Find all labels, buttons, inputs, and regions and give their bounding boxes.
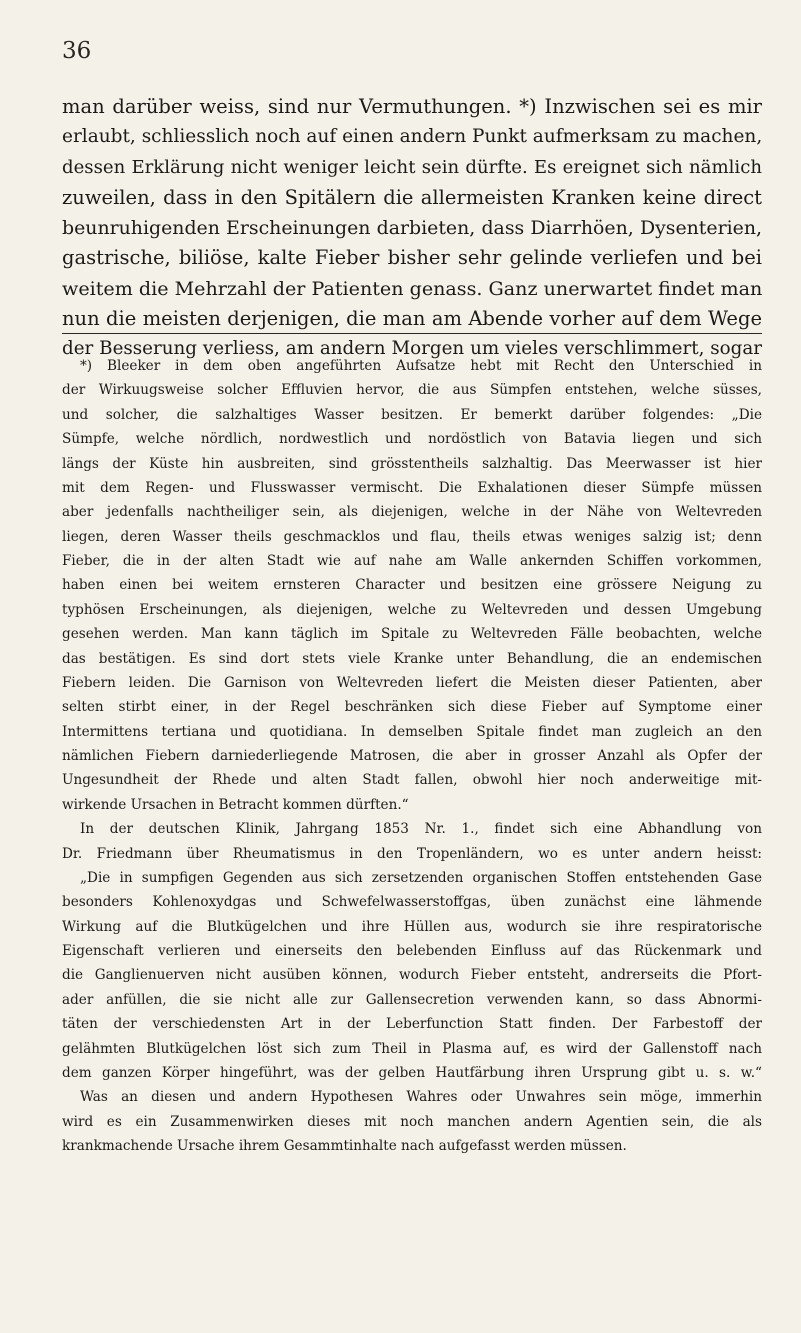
main-text	[62, 92, 762, 365]
footnote-line: typhösen Erscheinungen, als diejenigen, welche zu Weltevreden und dessen Umgebung	[62, 601, 762, 618]
footnote-line: Was an diesen und andern Hypothesen Wahres oder Unwahres sein möge, immerhin	[80, 1089, 762, 1106]
footnote-line: nämlichen Fiebern darniederliegende Matrosen, die aber in grosser Anzahl als Opfer der	[62, 748, 762, 764]
footnote-line: mit dem Regen- und Flusswasser vermischt. Die Exhalationen dieser Sümpfe müssen	[62, 479, 762, 496]
main-line: zuweilen, dass in den Spitälern die allermeisten Kranken keine direct	[62, 185, 762, 209]
footnote-line: Dr. Friedmann über Rheumatismus in den Tropenländern, wo es unter andern heisst:	[62, 845, 762, 862]
footnote-line: dem ganzen Körper hingeführt, was der gelben Hautfärbung ihren Ursprung gibt u. s. w.“	[62, 1064, 762, 1081]
footnote-line: Fieber, die in der alten Stadt wie auf nahe am Walle ankernden Schiffen vorkommen,	[62, 553, 762, 569]
footnote-text	[62, 354, 762, 1158]
main-line: nun die meisten derjenigen, die man am Abende vorher auf dem Wege	[62, 307, 762, 331]
main-line: gastrische, biliöse, kalte Fieber bisher sehr gelinde verliefen und bei	[62, 246, 762, 270]
footnote-line: Intermittens tertiana und quotidiana. In demselben Spitale findet man zugleich an den	[62, 723, 762, 740]
footnote-line: Wirkung auf die Blutkügelchen und ihre Hüllen aus, wodurch sie ihre respiratorische	[62, 918, 762, 935]
main-line: weitem die Mehrzahl der Patienten genass. Ganz unerwartet findet man	[62, 276, 763, 300]
footnote-line: das bestätigen. Es sind dort stets viele Kranke unter Behandlung, die an endemischen	[62, 650, 762, 667]
footnote-line: aber jedenfalls nachtheiliger sein, als diejenigen, welche in der Nähe von Weltevreden	[62, 504, 762, 521]
footnote-line: gesehen werden. Man kann täglich im Spitale zu Weltevreden Fälle beobachten, welche	[62, 626, 762, 643]
footnote-line: täten der verschiedensten Art in der Leberfunction Statt finden. Der Farbestoff der	[62, 1016, 762, 1033]
footnote-line: und solcher, die salzhaltiges Wasser besitzen. Er bemerkt darüber folgendes: „Die	[62, 406, 762, 423]
footnote-separator	[62, 333, 762, 334]
footnote-line: In der deutschen Klinik, Jahrgang 1853 Nr. 1., findet sich eine Abhandlung von	[80, 821, 762, 838]
footnote-line: Eigenschaft verlieren und einerseits den belebenden Einfluss auf das Rückenmark und	[62, 943, 762, 959]
footnote-line: der Wirkuugsweise solcher Effluvien hervor, die aus Sümpfen entstehen, welche süsses,	[62, 382, 762, 399]
footnote-line: *) Bleeker in dem oben angeführten Aufsatze hebt mit Recht den Unterschied in	[80, 358, 762, 374]
main-line: beunruhigenden Erscheinungen darbieten, dass Diarrhöen, Dysenterien,	[62, 217, 762, 240]
footnote-line: wird es ein Zusammenwirken dieses mit noch manchen andern Agentien sein, die als	[62, 1113, 762, 1130]
footnote-line: längs der Küste hin ausbreiten, sind grösstentheils salzhaltig. Das Meerwasser ist hier	[62, 455, 762, 472]
footnote-line: Sümpfe, welche nördlich, nordwestlich und nordöstlich von Batavia liegen und sich	[62, 431, 762, 448]
footnote-line: die Ganglienuerven nicht ausüben können, wodurch Fieber entsteht, andrerseits die Pfort-	[62, 967, 762, 984]
footnote-line: haben einen bei weitem ernsteren Character und besitzen eine grössere Neigung zu	[62, 577, 762, 594]
footnote-line: selten stirbt einer, in der Regel beschränken sich diese Fieber auf Symptome einer	[62, 699, 762, 716]
footnote-line: gelähmten Blutkügelchen löst sich zum Theil in Plasma auf, es wird der Gallenstoff nach	[62, 1040, 762, 1057]
footnote-line: krankmachende Ursache ihrem Gesammtinhalte nach aufgefasst werden müssen.	[62, 1138, 627, 1154]
footnote-line: Fiebern leiden. Die Garnison von Weltevreden liefert die Meisten dieser Patienten, aber	[62, 674, 762, 691]
footnote-line: „Die in sumpfigen Gegenden aus sich zersetzenden organischen Stoffen entstehenden Gase	[80, 869, 762, 886]
page-number: 36	[62, 38, 92, 64]
main-line: erlaubt, schliesslich noch auf einen andern Punkt aufmerksam zu machen,	[62, 126, 763, 148]
main-line: der Besserung verliess, am andern Morgen um vieles verschlimmert, sogar	[62, 338, 762, 360]
footnote-line: besonders Kohlenoxydgas und Schwefelwasserstoffgas, üben zunächst eine lähmende	[62, 894, 762, 911]
footnote-line: ader anfüllen, die sie nicht alle zur Gallensecretion verwenden kann, so dass Abnormi-	[62, 991, 762, 1008]
main-line: man darüber weiss, sind nur Vermuthungen. *) Inzwischen sei es mir	[62, 95, 762, 118]
footnote-line: wirkende Ursachen in Betracht kommen dürften.“	[62, 796, 409, 813]
footnote-line: liegen, deren Wasser theils geschmacklos und flau, theils etwas weniges salzig ist; denn	[62, 528, 762, 545]
main-line: dessen Erklärung nicht weniger leicht sein dürfte. Es ereignet sich nämlich	[62, 156, 762, 178]
footnote-line: Ungesundheit der Rhede und alten Stadt fallen, obwohl hier noch anderweitige mit-	[62, 772, 762, 789]
